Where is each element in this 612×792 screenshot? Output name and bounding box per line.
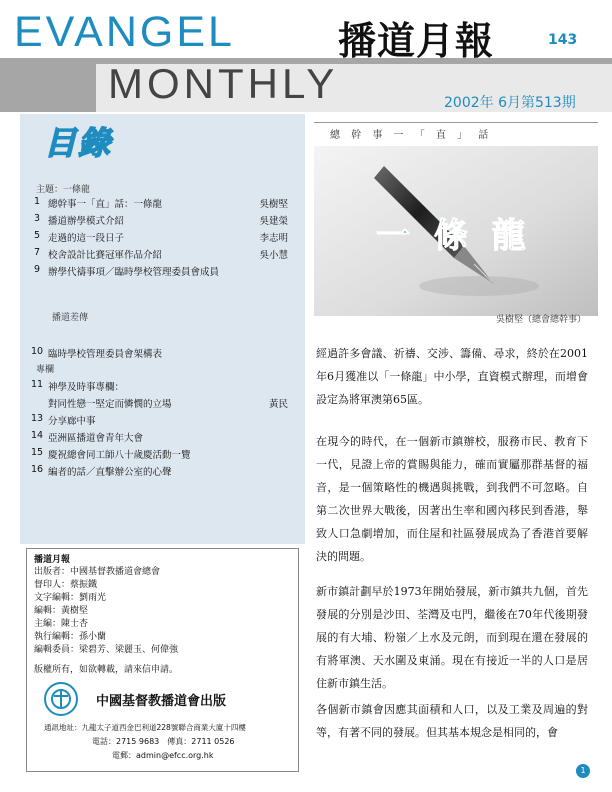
toc-entry[interactable] xyxy=(28,447,298,460)
page-number: 1 xyxy=(576,764,590,778)
credits-line: 主編：陳士杏 xyxy=(34,619,89,629)
toc-page-number: 10 xyxy=(30,346,44,357)
toc-entry-author: 吳小慧 xyxy=(259,250,288,261)
toc-entry[interactable] xyxy=(28,379,298,392)
brand-title-en: EVANGEL xyxy=(14,8,235,56)
toc-entry[interactable] xyxy=(28,464,298,477)
toc-entry-title: 對同性戀一堅定而憐憫的立場 xyxy=(48,399,172,410)
toc-page-number: 13 xyxy=(30,413,44,424)
credits-phone: 電話：2715 9683 傳真：2711 0526 xyxy=(92,737,235,746)
credits-line: 編輯委員：梁碧芳、梁麗玉、何偉強 xyxy=(34,645,179,655)
toc-page-number: 3 xyxy=(33,213,41,224)
toc-page-number: 15 xyxy=(30,447,44,458)
article-title: 一 條 龍 xyxy=(376,216,532,256)
credits-rights: 版權所有，如欲轉載，請來信申請。 xyxy=(34,665,179,675)
toc-panel xyxy=(20,114,305,544)
toc-page-number: 16 xyxy=(30,464,44,475)
credits-line: 督印人：蔡振鐵 xyxy=(34,580,98,590)
toc-entry[interactable] xyxy=(28,230,298,243)
toc-page-number: 7 xyxy=(33,247,41,258)
toc-entry-title: 總幹事一「直」話：一條龍 xyxy=(48,199,163,210)
brand-title-monthly: MONTHLY xyxy=(108,60,339,107)
toc-entry-title: 編者的話／直擊辦公室的心聲 xyxy=(48,467,172,478)
credits-line: 出版者：中國基督教播道會總會 xyxy=(34,567,161,577)
article-paragraph: 各個新市鎮會因應其面積和人口，以及工業及周遍的對等，有著不同的發展。但其基本規念是相同的，會 xyxy=(316,703,588,739)
toc-page-number: 14 xyxy=(30,430,44,441)
toc-entry-title: 校舍設計比賽冠軍作品介紹 xyxy=(48,250,163,261)
toc-entry-title: 分享廊中事 xyxy=(48,416,96,427)
issue-number: 143 xyxy=(548,32,578,48)
toc-page-number: 5 xyxy=(33,230,41,241)
toc-section-columns: 專欄 xyxy=(36,365,55,375)
toc-section-news: 播道差傳 xyxy=(52,313,89,323)
toc-page-number: 11 xyxy=(30,379,44,390)
publisher-name: 中國基督教播道會出版 xyxy=(96,694,227,709)
toc-entry-author: 李志明 xyxy=(259,233,288,244)
credits-email[interactable]: 電郵：admin@efcc.org.hk xyxy=(112,751,214,760)
article-header-rule xyxy=(314,122,598,123)
toc-entry[interactable] xyxy=(28,346,298,359)
toc-entry-author: 吳建榮 xyxy=(259,216,288,227)
article-paragraph: 在現今的時代，在一個新市鎮辦校，服務市民、教育下一代，見證上帝的賞賜與能力，確而實屬那群基督的福音，是一個策略性的機遇與挑戰，到我們不可忽略。自第二次世界大戰後，因著出生率和國內移民到香港，舉致人口急劇增加，而住屋和社區發展成為了香港首要解決的問題。 xyxy=(316,435,588,563)
toc-page-number: 9 xyxy=(33,264,41,275)
toc-entry-title: 亞洲區播道會青年大會 xyxy=(48,433,144,444)
toc-entry-title: 播道辦學模式介紹 xyxy=(48,216,125,227)
toc-entry[interactable] xyxy=(28,396,298,409)
credits-line: 執行編輯：孫小蘭 xyxy=(34,632,107,642)
publisher-logo-icon xyxy=(44,682,78,716)
toc-entry[interactable] xyxy=(28,247,298,260)
credits-line: 文字編輯：劉雨光 xyxy=(34,593,107,603)
toc-entry-author: 黃民 xyxy=(268,399,288,410)
toc-section-theme: 主題：一條龍 xyxy=(36,185,91,195)
toc-title: 目錄 xyxy=(44,124,113,162)
article-paragraph: 經過許多會議、祈禱、交涉、籌備、尋求，終於在2001年6月獲准以「一條龍」中小學，直資模式辦理，而增會設定為將軍澳第65區。 xyxy=(316,347,588,406)
issue-date: 2002年 6月第513期 xyxy=(444,95,576,111)
article-column-header: 總 幹 事 一 「 直 」 話 xyxy=(330,130,493,141)
toc-entry-title: 慶祝總會同工師八十歲慶活動一覽 xyxy=(48,450,191,461)
toc-entry[interactable] xyxy=(28,196,298,209)
toc-entry[interactable] xyxy=(28,430,298,443)
toc-page-number: 1 xyxy=(33,196,41,207)
toc-entry-title: 走過的這一段日子 xyxy=(48,233,125,244)
article-author: 吳樹堅（總會總幹事） xyxy=(496,315,587,325)
credits-heading: 播道月報 xyxy=(34,555,71,565)
article-paragraph: 新市鎮計劃早於1973年開始發展，新市鎮共九個，首先發展的分別是沙田、荃灣及屯門，繼後在70年代後期發展的有大埔、粉嶺／上水及元朗，而到現在還在發展的有將軍澳、天水圍及東涌。現在有接近一半的人口是居住新市鎮生活。 xyxy=(316,585,588,690)
credits-address: 通訊地址：九龍太子道西金巴利道228號聯合商業大廈十四樓 xyxy=(44,723,246,732)
credits-line: 編輯：黃樹堅 xyxy=(34,606,89,616)
toc-entry[interactable] xyxy=(28,264,298,277)
toc-entry[interactable] xyxy=(28,413,298,426)
toc-entry-title: 臨時學校管理委員會架構表 xyxy=(48,349,163,360)
toc-entry-title: 辦學代禱事項／臨時學校管理委員會成員 xyxy=(48,267,220,278)
toc-entry-author: 吳樹堅 xyxy=(259,199,288,210)
toc-entry[interactable] xyxy=(28,213,298,226)
toc-entry-title: 神學及時事專欄： xyxy=(48,382,125,393)
brand-title-cn: 播道月報 xyxy=(338,19,495,63)
